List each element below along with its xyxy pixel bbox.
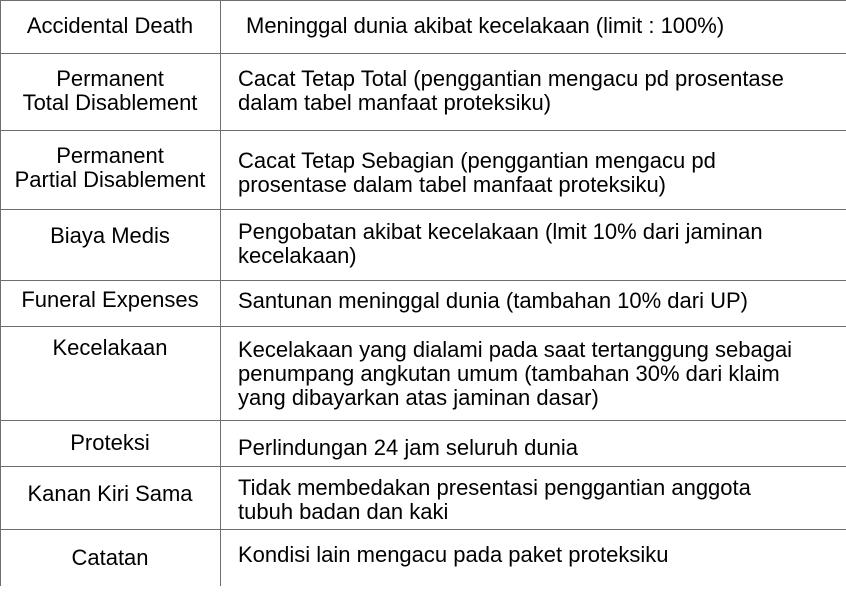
term-cell	[0, 281, 221, 326]
term-cell	[0, 1, 221, 53]
table-row	[0, 210, 846, 281]
table-row	[0, 467, 846, 530]
term-label: Funeral Expenses	[21, 287, 199, 312]
description-cell: Perlindungan 24 jam seluruh dunia	[238, 435, 579, 460]
term-label: Catatan	[71, 545, 149, 570]
description-cell: Cacat Tetap Sebagian (penggantian mengacu pd prosentase dalam tabel manfaat proteksiku)	[238, 148, 716, 197]
description-cell: Cacat Tetap Total (penggantian mengacu pd prosentase dalam tabel manfaat proteksiku)	[238, 66, 784, 115]
term-cell	[0, 530, 221, 586]
term-label: Permanent Partial Disablement	[14, 143, 206, 192]
term-cell	[0, 327, 221, 420]
table-row	[0, 0, 846, 54]
table-row	[0, 530, 846, 586]
term-cell	[0, 53, 221, 130]
term-label: Permanent Total Disablement	[22, 66, 198, 115]
term-label: Biaya Medis	[50, 223, 170, 248]
description-cell: Meninggal dunia akibat kecelakaan (limit : 100%)	[246, 13, 725, 38]
term-cell	[0, 467, 221, 529]
term-cell	[0, 421, 221, 466]
term-label: Kanan Kiri Sama	[27, 481, 193, 506]
term-label: Kecelakaan	[52, 335, 168, 360]
table-row	[0, 327, 846, 421]
description-cell: Kondisi lain mengacu pada paket proteksiku	[238, 542, 669, 567]
description-cell: Tidak membedakan presentasi penggantian anggota tubuh badan dan kaki	[238, 475, 751, 524]
term-label: Proteksi	[70, 430, 150, 455]
table-row	[0, 421, 846, 467]
table-row	[0, 281, 846, 327]
description-cell: Pengobatan akibat kecelakaan (lmit 10% dari jaminan kecelakaan)	[238, 219, 763, 268]
term-cell	[0, 131, 221, 209]
table-row	[0, 131, 846, 210]
table-row	[0, 53, 846, 131]
description-cell: Kecelakaan yang dialami pada saat tertanggung sebagai penumpang angkutan umum (tambahan 30% dari klaim yang dibayarkan atas jaminan dasar)	[238, 337, 793, 410]
description-cell: Santunan meninggal dunia (tambahan 10% dari UP)	[238, 288, 748, 313]
term-cell	[0, 210, 221, 280]
term-label: Accidental Death	[26, 13, 194, 38]
